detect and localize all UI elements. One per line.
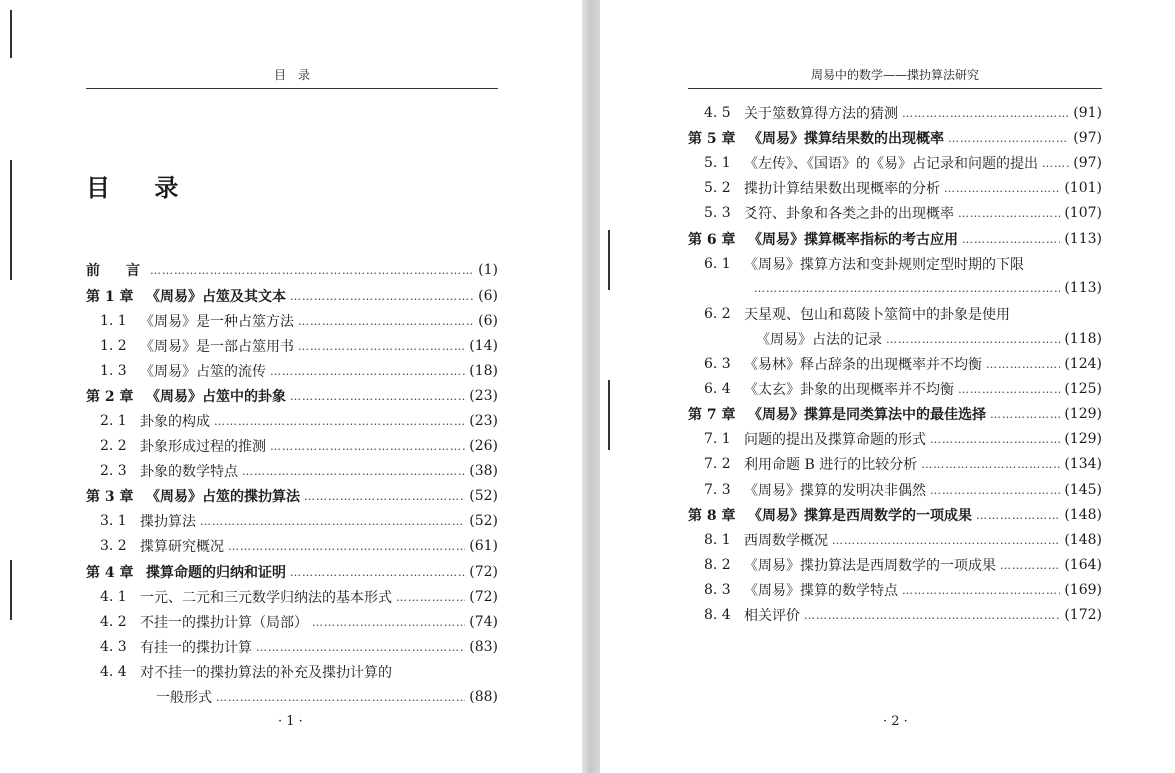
toc-entry-page: (74) xyxy=(469,614,498,630)
toc-chapter-title: 《周易》揲算是同类算法中的最佳选择 xyxy=(748,407,986,423)
toc-section-title: 有挂一的揲扐计算 xyxy=(140,640,252,656)
leader-dots xyxy=(290,290,474,303)
toc-section-title: 揲扐算法 xyxy=(140,514,196,530)
toc-entry-page: (26) xyxy=(469,438,498,454)
toc-entry-page: (14) xyxy=(469,338,498,354)
toc-chapter-title: 《周易》占筮中的卦象 xyxy=(146,389,286,405)
running-head: 周易中的数学——揲扐算法研究 xyxy=(810,68,979,82)
toc-section-title: 《周易》揲算方法和变卦规则定型时期的下限 xyxy=(744,257,1024,273)
toc-section[interactable] xyxy=(100,660,498,684)
toc-entry-page: (129) xyxy=(1064,431,1102,447)
toc-entry-page: (118) xyxy=(1064,331,1102,347)
leader-dots xyxy=(902,584,1060,597)
toc-section-number: 1. 3 xyxy=(100,363,127,379)
leader-dots xyxy=(150,264,474,277)
toc-entry-page: (125) xyxy=(1064,381,1102,397)
toc-section-number: 8. 4 xyxy=(704,607,731,623)
toc-section[interactable] xyxy=(100,509,498,533)
toc-chapter[interactable] xyxy=(86,560,498,584)
toc-chapter-title: 《周易》揲算概率指标的考古应用 xyxy=(748,232,958,248)
leader-dots xyxy=(986,358,1060,371)
toc-entry-page: (148) xyxy=(1064,507,1102,523)
running-head: 目 录 xyxy=(273,68,310,82)
toc-section-number: 1. 2 xyxy=(100,338,127,354)
toc-section-number: 5. 1 xyxy=(704,155,731,171)
toc-entry-page: (134) xyxy=(1064,456,1102,472)
toc-section[interactable] xyxy=(100,585,498,609)
leader-dots xyxy=(754,282,1060,295)
toc-section[interactable] xyxy=(704,427,1102,451)
leader-dots xyxy=(1042,157,1069,170)
toc-section-number: 2. 1 xyxy=(100,413,127,429)
leader-dots xyxy=(270,440,465,453)
toc-section-title: 《太玄》卦象的出现概率并不均衡 xyxy=(744,382,954,398)
toc-section-number: 8. 3 xyxy=(704,582,731,598)
toc-section-number: 5. 3 xyxy=(704,205,731,221)
toc-entry-page: (164) xyxy=(1064,557,1102,573)
scan-edge-mark xyxy=(10,10,12,58)
leader-dots xyxy=(930,484,1060,497)
toc-chapter-title: 《周易》揲算结果数的出现概率 xyxy=(748,131,944,147)
toc-chapter[interactable] xyxy=(86,384,498,408)
left-page xyxy=(0,0,582,773)
toc-section-title: 《周易》是一种占筮方法 xyxy=(140,314,294,330)
toc-section[interactable] xyxy=(100,334,498,358)
leader-dots xyxy=(242,465,465,478)
toc-section[interactable] xyxy=(704,478,1102,502)
toc-chapter-title: 揲算命题的归纳和证明 xyxy=(146,565,286,581)
toc-section-title: 利用命题 B 进行的比较分析 xyxy=(744,457,918,473)
toc-section[interactable] xyxy=(100,534,498,558)
leader-dots xyxy=(944,182,1060,195)
toc-chapter[interactable] xyxy=(688,402,1102,426)
toc-section[interactable] xyxy=(704,352,1102,376)
toc-section-number: 7. 3 xyxy=(704,482,731,498)
toc-section-title: 一元、二元和三元数学归纳法的基本形式 xyxy=(140,590,392,606)
toc-entry-page: (61) xyxy=(469,538,498,554)
toc-section-title: 《周易》揲算的数学特点 xyxy=(744,583,898,599)
toc-section-title: 《周易》占筮的流传 xyxy=(140,364,266,380)
leader-dots xyxy=(804,609,1060,622)
toc-chapter[interactable] xyxy=(86,484,498,508)
toc-entry-page: (6) xyxy=(478,288,498,304)
toc-section-title: 揲扐计算结果数出现概率的分析 xyxy=(744,181,940,197)
toc-section[interactable] xyxy=(704,553,1102,577)
page-gutter xyxy=(582,0,600,773)
leader-dots xyxy=(270,365,465,378)
right-page xyxy=(600,0,1175,773)
toc-section-number: 5. 2 xyxy=(704,180,731,196)
toc-section[interactable] xyxy=(704,377,1102,401)
toc-entry-page: (97) xyxy=(1073,155,1102,171)
toc-section-number: 4. 5 xyxy=(704,105,731,121)
toc-entry-page: (169) xyxy=(1064,582,1102,598)
toc-section-number: 3. 1 xyxy=(100,513,127,529)
toc-section-title: 相关评价 xyxy=(744,608,800,624)
leader-dots xyxy=(214,415,465,428)
toc-section-title: 问题的提出及揲算命题的形式 xyxy=(744,432,926,448)
leader-dots xyxy=(886,333,1060,346)
toc-section-title: 不挂一的揲扐计算（局部） xyxy=(140,615,308,631)
toc-chapter[interactable] xyxy=(688,227,1102,251)
toc-entry-page: (72) xyxy=(469,589,498,605)
toc-section-title: 揲算研究概况 xyxy=(140,539,224,555)
toc-section[interactable] xyxy=(100,359,498,383)
toc-chapter-number: 第 6 章 xyxy=(688,232,736,248)
leader-dots xyxy=(312,616,465,629)
scan-edge-mark xyxy=(10,160,12,280)
toc-entry-page: (148) xyxy=(1064,532,1102,548)
toc-section-number: 4. 2 xyxy=(100,614,127,630)
page-number: · 1 · xyxy=(278,714,303,729)
scan-edge-mark xyxy=(608,380,610,450)
leader-dots xyxy=(228,540,465,553)
toc-section[interactable] xyxy=(704,528,1102,552)
page-title: 目 录 xyxy=(86,173,197,202)
toc-chapter[interactable] xyxy=(86,284,498,308)
toc-entry-label: 前 言 xyxy=(86,263,146,279)
header-rule xyxy=(86,88,498,89)
toc-section-number: 6. 2 xyxy=(704,306,731,322)
toc-section-number: 7. 1 xyxy=(704,431,731,447)
header-rule xyxy=(688,88,1102,89)
toc-section-title: 卦象的数学特点 xyxy=(140,464,238,480)
toc-section-title: 《周易》揲扐算法是西周数学的一项成果 xyxy=(744,558,996,574)
toc-chapter-number: 第 2 章 xyxy=(86,389,134,405)
toc-entry-page: (1) xyxy=(478,262,498,278)
leader-dots xyxy=(948,132,1069,145)
toc-section-title: 卦象的构成 xyxy=(140,414,210,430)
leader-dots xyxy=(990,408,1060,421)
toc-chapter[interactable] xyxy=(688,126,1102,150)
toc-section[interactable] xyxy=(100,409,498,433)
toc-section[interactable] xyxy=(704,101,1102,125)
toc-entry-page: (97) xyxy=(1073,130,1102,146)
toc-section-number: 1. 1 xyxy=(100,313,127,329)
toc-entry-page: (145) xyxy=(1064,482,1102,498)
toc-section-number: 7. 2 xyxy=(704,456,731,472)
toc-section[interactable] xyxy=(100,309,498,333)
toc-entry-page: (113) xyxy=(1064,231,1102,247)
toc-section-number: 6. 4 xyxy=(704,381,731,397)
toc-section[interactable] xyxy=(100,610,498,634)
page-number: · 2 · xyxy=(883,714,908,729)
leader-dots xyxy=(290,390,465,403)
toc-chapter-number: 第 8 章 xyxy=(688,508,736,524)
toc-section-number: 3. 2 xyxy=(100,538,127,554)
toc-entry-page: (107) xyxy=(1064,205,1102,221)
scan-edge-mark xyxy=(10,560,12,620)
toc-section[interactable] xyxy=(704,252,1102,276)
leader-dots xyxy=(256,641,465,654)
toc-section[interactable] xyxy=(704,302,1102,326)
toc-section-title: 西周数学概况 xyxy=(744,533,828,549)
leader-dots xyxy=(958,207,1060,220)
toc-chapter-number: 第 7 章 xyxy=(688,407,736,423)
leader-dots xyxy=(976,509,1060,522)
toc-entry-page: (124) xyxy=(1064,356,1102,372)
toc-section[interactable] xyxy=(704,151,1102,175)
toc-section-title: 《周易》占法的记录 xyxy=(756,332,882,348)
toc-entry-page: (23) xyxy=(469,388,498,404)
leader-dots xyxy=(902,107,1069,120)
leader-dots xyxy=(1000,559,1060,572)
leader-dots xyxy=(921,458,1060,471)
toc-section-title: 关于筮数算得方法的猜测 xyxy=(744,106,898,122)
toc-section-title: 《周易》揲算的发明决非偶然 xyxy=(744,483,926,499)
toc-entry-page: (23) xyxy=(469,413,498,429)
toc-section-title: 《左传》、《国语》的《易》占记录和问题的提出 xyxy=(744,156,1038,172)
toc-chapter-number: 第 1 章 xyxy=(86,289,134,305)
toc-section-number: 4. 4 xyxy=(100,664,127,680)
toc-section-continuation[interactable] xyxy=(750,276,1102,300)
toc-section-title: 卦象形成过程的推测 xyxy=(140,439,266,455)
toc-entry-page: (6) xyxy=(478,313,498,329)
toc-section-title: 爻符、卦象和各类之卦的出现概率 xyxy=(744,206,954,222)
toc-entry-page: (72) xyxy=(469,564,498,580)
toc-section-continuation[interactable] xyxy=(156,685,498,709)
toc-chapter-number: 第 5 章 xyxy=(688,131,736,147)
toc-section[interactable] xyxy=(100,434,498,458)
toc-entry-page: (113) xyxy=(1064,280,1102,296)
toc-section-number: 2. 2 xyxy=(100,438,127,454)
toc-section-title: 天星观、包山和葛陵卜筮简中的卦象是使用 xyxy=(744,307,1010,323)
toc-entry-page: (52) xyxy=(469,513,498,529)
toc-section-title: 一般形式 xyxy=(156,690,212,706)
toc-chapter[interactable] xyxy=(688,503,1102,527)
leader-dots xyxy=(216,691,465,704)
leader-dots xyxy=(298,315,474,328)
toc-section-number: 2. 3 xyxy=(100,463,127,479)
toc-section-continuation[interactable] xyxy=(756,327,1102,351)
toc-chapter-title: 《周易》占筮的揲扐算法 xyxy=(146,489,300,505)
toc-chapter-number: 第 3 章 xyxy=(86,489,134,505)
toc-section[interactable] xyxy=(704,201,1102,225)
toc-chapter-title: 《周易》揲算是西周数学的一项成果 xyxy=(748,508,972,524)
toc-entry-page: (83) xyxy=(469,639,498,655)
toc-section-number: 6. 3 xyxy=(704,356,731,372)
leader-dots xyxy=(304,490,465,503)
toc-entry-page: (18) xyxy=(469,363,498,379)
toc-entry-page: (129) xyxy=(1064,406,1102,422)
toc-section[interactable] xyxy=(704,176,1102,200)
toc-section-number: 4. 3 xyxy=(100,639,127,655)
leader-dots xyxy=(962,233,1060,246)
toc-chapter-title: 《周易》占筮及其文本 xyxy=(146,289,286,305)
toc-section[interactable] xyxy=(704,452,1102,476)
leader-dots xyxy=(290,566,465,579)
leader-dots xyxy=(832,534,1060,547)
toc-section-number: 8. 2 xyxy=(704,557,731,573)
toc-entry-preface[interactable] xyxy=(86,258,498,282)
toc-entry-page: (88) xyxy=(469,689,498,705)
toc-section[interactable] xyxy=(100,635,498,659)
toc-entry-page: (101) xyxy=(1064,180,1102,196)
toc-section-title: 《周易》是一部占筮用书 xyxy=(140,339,294,355)
leader-dots xyxy=(930,433,1060,446)
scan-edge-mark xyxy=(608,230,610,290)
toc-section-number: 4. 1 xyxy=(100,589,127,605)
leader-dots xyxy=(958,383,1060,396)
toc-entry-page: (38) xyxy=(469,463,498,479)
toc-section-title: 对不挂一的揲扐算法的补充及揲扐计算的 xyxy=(140,665,392,681)
toc-section[interactable] xyxy=(100,459,498,483)
leader-dots xyxy=(298,340,465,353)
leader-dots xyxy=(200,515,465,528)
toc-entry-page: (52) xyxy=(469,488,498,504)
toc-entry-page: (172) xyxy=(1064,607,1102,623)
toc-section[interactable] xyxy=(704,578,1102,602)
toc-section-number: 6. 1 xyxy=(704,256,731,272)
toc-chapter-number: 第 4 章 xyxy=(86,565,134,581)
toc-section[interactable] xyxy=(704,603,1102,627)
toc-section-title: 《易林》释占辞条的出现概率并不均衡 xyxy=(744,357,982,373)
leader-dots xyxy=(396,591,465,604)
toc-section-number: 8. 1 xyxy=(704,532,731,548)
toc-entry-page: (91) xyxy=(1073,105,1102,121)
